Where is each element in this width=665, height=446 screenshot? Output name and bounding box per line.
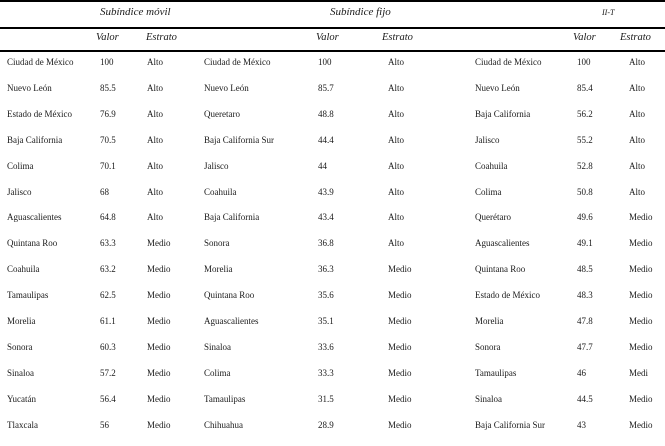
table-row (0, 264, 665, 290)
estrato-iit: Medio (629, 238, 653, 249)
state-name-iit: Nuevo León (475, 82, 520, 93)
table-row (0, 161, 665, 187)
estrato-movil: Alto (147, 57, 164, 67)
state-name-movil: Morelia (7, 316, 36, 326)
valor-fijo: 28.9 (318, 419, 334, 430)
table-row (0, 212, 665, 238)
group-header-rule (0, 27, 665, 29)
state-name-movil: Sonora (7, 341, 33, 352)
state-name-iit: Sonora (475, 341, 501, 352)
estrato-fijo: Medio (388, 341, 412, 352)
state-name-fijo: Baja California (204, 212, 260, 223)
estrato-iit: Medio (629, 212, 653, 223)
state-name-fijo: Colima (204, 367, 231, 378)
state-name-iit: Colima (475, 186, 502, 197)
state-name-movil: Aguascalientes (7, 212, 62, 223)
valor-movil: 64.8 (100, 212, 116, 223)
valor-iit: 100 (577, 57, 591, 67)
table-row (0, 290, 665, 316)
valor-iit: 49.1 (577, 238, 593, 249)
estrato-fijo: Alto (388, 238, 405, 249)
col-header-valor-movil: Valor (96, 32, 119, 43)
state-name-iit: Coahuila (475, 160, 508, 171)
estrato-iit: Alto (629, 82, 646, 93)
estrato-iit: Medio (629, 316, 653, 326)
estrato-movil: Alto (147, 212, 164, 223)
col-header-valor-iit: Valor (573, 32, 596, 43)
col-header-estrato-movil: Estrato (146, 32, 177, 43)
estrato-iit: Medio (629, 393, 653, 404)
table-row (0, 420, 665, 446)
valor-fijo: 35.1 (318, 316, 334, 326)
state-name-fijo: Quintana Roo (204, 290, 255, 301)
estrato-iit: Medio (629, 290, 653, 301)
col-header-valor-fijo: Valor (316, 32, 339, 43)
valor-fijo: 36.3 (318, 264, 334, 275)
state-name-iit: Baja California (475, 108, 531, 119)
estrato-movil: Alto (147, 134, 164, 145)
valor-fijo: 48.8 (318, 108, 334, 119)
valor-iit: 56.2 (577, 108, 593, 119)
state-name-movil: Baja California (7, 134, 63, 145)
top-rule (0, 0, 665, 2)
group-header-ii-t: II-T (602, 8, 615, 17)
estrato-fijo: Alto (388, 108, 405, 119)
valor-iit: 55.2 (577, 134, 593, 145)
valor-fijo: 35.6 (318, 290, 334, 301)
estrato-movil: Medio (147, 393, 171, 404)
state-name-movil: Estado de México (7, 108, 72, 119)
state-name-fijo: Chihuahua (204, 419, 243, 430)
estrato-movil: Alto (147, 108, 164, 119)
valor-iit: 49.6 (577, 212, 593, 223)
valor-iit: 85.4 (577, 82, 593, 93)
state-name-fijo: Morelia (204, 264, 233, 275)
valor-movil: 100 (100, 57, 114, 67)
estrato-fijo: Alto (388, 134, 405, 145)
state-name-iit: Aguascalientes (475, 238, 530, 249)
estrato-fijo: Medio (388, 264, 412, 275)
estrato-movil: Medio (147, 341, 171, 352)
estrato-iit: Alto (629, 160, 646, 171)
state-name-fijo: Sonora (204, 238, 230, 249)
state-name-movil: Colima (7, 160, 34, 171)
valor-movil: 63.2 (100, 264, 116, 275)
estrato-fijo: Medio (388, 290, 412, 301)
estrato-fijo: Alto (388, 160, 405, 171)
table-row (0, 342, 665, 368)
state-name-fijo: Ciudad de México (204, 57, 271, 67)
valor-iit: 47.7 (577, 341, 593, 352)
state-name-iit: Estado de México (475, 290, 540, 301)
table-row (0, 368, 665, 394)
estrato-movil: Alto (147, 186, 164, 197)
valor-movil: 63.3 (100, 238, 116, 249)
valor-iit: 47.8 (577, 316, 593, 326)
estrato-iit: Medio (629, 341, 653, 352)
valor-movil: 62.5 (100, 290, 116, 301)
estrato-movil: Alto (147, 160, 164, 171)
estrato-movil: Medio (147, 238, 171, 249)
estrato-iit: Alto (629, 57, 646, 67)
valor-fijo: 33.3 (318, 367, 334, 378)
state-name-movil: Coahuila (7, 264, 40, 275)
state-name-fijo: Tamaulipas (204, 393, 246, 404)
valor-fijo: 43.9 (318, 186, 334, 197)
table-row (0, 238, 665, 264)
estrato-movil: Medio (147, 419, 171, 430)
estrato-fijo: Alto (388, 82, 405, 93)
valor-fijo: 31.5 (318, 393, 334, 404)
estrato-iit: Alto (629, 108, 646, 119)
state-name-iit: Querétaro (475, 212, 511, 223)
valor-iit: 48.3 (577, 290, 593, 301)
estrato-movil: Medio (147, 367, 171, 378)
state-name-fijo: Aguascalientes (204, 316, 259, 326)
state-name-movil: Nuevo León (7, 82, 52, 93)
estrato-fijo: Medio (388, 393, 412, 404)
state-name-iit: Tamaulipas (475, 367, 517, 378)
valor-iit: 46 (577, 367, 586, 378)
state-name-iit: Sinaloa (475, 393, 502, 404)
valor-iit: 44.5 (577, 393, 593, 404)
valor-iit: 50.8 (577, 186, 593, 197)
estrato-iit: Alto (629, 186, 646, 197)
group-header-subindice-fijo: Subíndice fijo (330, 6, 391, 18)
state-name-movil: Jalisco (7, 186, 32, 197)
estrato-fijo: Medio (388, 316, 412, 326)
state-name-fijo: Coahuila (204, 186, 237, 197)
valor-fijo: 43.4 (318, 212, 334, 223)
group-header-subindice-movil: Subíndice móvil (100, 6, 171, 18)
valor-movil: 70.1 (100, 160, 116, 171)
state-name-movil: Quintana Roo (7, 238, 58, 249)
estrato-movil: Alto (147, 82, 164, 93)
state-name-iit: Ciudad de México (475, 57, 542, 67)
estrato-movil: Medio (147, 264, 171, 275)
table-row (0, 316, 665, 342)
state-name-fijo: Jalisco (204, 160, 229, 171)
state-name-iit: Morelia (475, 316, 504, 326)
valor-fijo: 44.4 (318, 134, 334, 145)
state-name-iit: Jalisco (475, 134, 500, 145)
state-name-movil: Tamaulipas (7, 290, 49, 301)
estrato-iit: Alto (629, 134, 646, 145)
col-header-estrato-fijo: Estrato (382, 32, 413, 43)
table-row (0, 109, 665, 135)
state-name-fijo: Baja California Sur (204, 134, 274, 145)
state-name-iit: Quintana Roo (475, 264, 526, 275)
state-name-movil: Ciudad de México (7, 57, 74, 67)
valor-fijo: 100 (318, 57, 332, 67)
valor-fijo: 44 (318, 160, 327, 171)
state-name-movil: Yucatán (7, 393, 36, 404)
valor-movil: 56 (100, 419, 109, 430)
valor-movil: 56.4 (100, 393, 116, 404)
estrato-fijo: Alto (388, 57, 405, 67)
valor-movil: 60.3 (100, 341, 116, 352)
table-row (0, 187, 665, 213)
state-name-movil: Tlaxcala (7, 419, 38, 430)
state-name-movil: Sinaloa (7, 367, 34, 378)
estrato-iit: Medio (629, 419, 653, 430)
valor-movil: 68 (100, 186, 109, 197)
estrato-fijo: Medio (388, 419, 412, 430)
valor-fijo: 85.7 (318, 82, 334, 93)
estrato-fijo: Medio (388, 367, 412, 378)
state-name-fijo: Queretaro (204, 108, 240, 119)
table-row (0, 135, 665, 161)
table-row (0, 394, 665, 420)
state-name-fijo: Sinaloa (204, 341, 231, 352)
valor-movil: 76.9 (100, 108, 116, 119)
table-row (0, 57, 665, 83)
estrato-iit: Medi (629, 367, 648, 378)
estrato-movil: Medio (147, 316, 171, 326)
estrato-iit: Medio (629, 264, 653, 275)
valor-movil: 70.5 (100, 134, 116, 145)
state-name-iit: Baja California Sur (475, 419, 545, 430)
valor-fijo: 36.8 (318, 238, 334, 249)
estrato-fijo: Alto (388, 186, 405, 197)
state-name-fijo: Nuevo León (204, 82, 249, 93)
valor-movil: 61.1 (100, 316, 116, 326)
valor-movil: 57.2 (100, 367, 116, 378)
estrato-fijo: Alto (388, 212, 405, 223)
table-row (0, 83, 665, 109)
col-header-estrato-iit: Estrato (620, 32, 651, 43)
valor-iit: 52.8 (577, 160, 593, 171)
estrato-movil: Medio (147, 290, 171, 301)
valor-iit: 48.5 (577, 264, 593, 275)
column-header-rule (0, 50, 665, 52)
valor-iit: 43 (577, 419, 586, 430)
valor-fijo: 33.6 (318, 341, 334, 352)
valor-movil: 85.5 (100, 82, 116, 93)
